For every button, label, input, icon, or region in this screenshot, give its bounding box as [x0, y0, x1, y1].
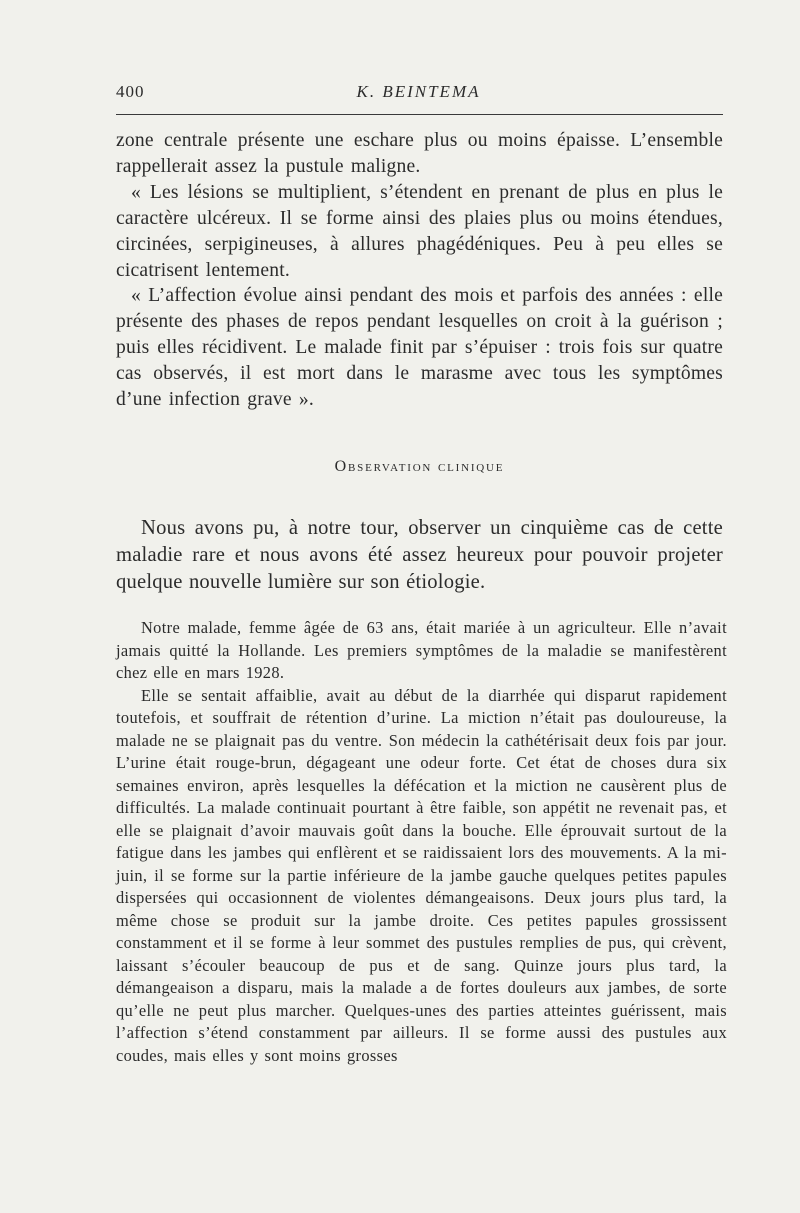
intro-text	[116, 515, 723, 596]
paragraph: « Les lésions se multiplient, s’étendent en prenant de plus en plus le caractère ulcéreux. Il se forme ainsi des plaies plus ou moins étendues, circinées, serpigineuses, à allures phagédéniques. Peu à peu elles se cicatrisent lentement.	[116, 181, 723, 281]
paragraph: zone centrale présente une eschare plus ou moins épaisse. L’ensemble rappellerait assez la pustule maligne.	[116, 130, 723, 177]
header-rule	[116, 114, 723, 115]
paragraph: Elle se sentait affaiblie, avait au début de la diarrhée qui disparut rapidement toutefois, et souffrait de rétention d’urine. La miction n’était pas douloureuse, la malade ne se plaignait pas du ventre. Son médecin la cathétérisait deux fois par jour. L’urine était rouge-brun, dégageant une odeur forte. Cet état de choses dura six semaines environ, après lesquelles la défécation et la miction ne causèrent plus de difficultés. La malade continuait pourtant à être faible, son appétit ne revenait pas, et elle se plaignait d’avoir mauvais goût dans la bouche. Elle éprouvait surtout de la fatigue dans les jambes qui enflèrent et se raidissaient lors des mouvements. A la mi-juin, il se forme sur la partie inférieure de la jambe gauche quelques petites papules dispersées qui occasionnent de violentes démangeaisons. Deux jours plus tard, la même chose se produit sur la jambe droite. Ces petites papules grossissent constamment et il se forme à leur sommet des pustules remplies de pus, qui crèvent, laissant s’écouler beaucoup de pus et de sang. Quinze jours plus tard, la démangeaison a disparu, mais la malade a de fortes douleurs aux jambes, de sorte qu’elle ne peut plus marcher. Quelques-unes des parties atteintes guérissent, mais l’affection s’étend constamment par ailleurs. Il se forme aussi des pustules aux coudes, mais elles y sont moins grosses	[116, 685, 727, 1065]
page-header	[116, 82, 721, 110]
page-number: 400	[116, 82, 145, 101]
paragraph: Notre malade, femme âgée de 63 ans, était mariée à un agriculteur. Elle n’avait jamais quitté la Hollande. Les premiers symptômes de la maladie se manifestèrent chez elle en mars 1928.	[116, 618, 727, 682]
paragraph: Nous avons pu, à notre tour, observer un cinquième cas de cette maladie rare et nous avons été assez heureux pour pouvoir projeter quelque nouvelle lumière sur son étiologie.	[116, 517, 723, 593]
body-text	[116, 128, 723, 413]
section-heading: Observation clinique	[334, 458, 505, 475]
observation-text	[116, 617, 727, 1067]
running-head: K. BEINTEMA	[356, 82, 481, 101]
paragraph: « L’affection évolue ainsi pendant des mois et parfois des années : elle présente des phases de repos pendant lesquelles on croit à la guérison ; puis elles récidivent. Le malade finit par s’épuiser : trois fois sur quatre cas observés, il est mort dans le marasme avec tous les symptômes d’une infection grave ».	[116, 285, 723, 411]
